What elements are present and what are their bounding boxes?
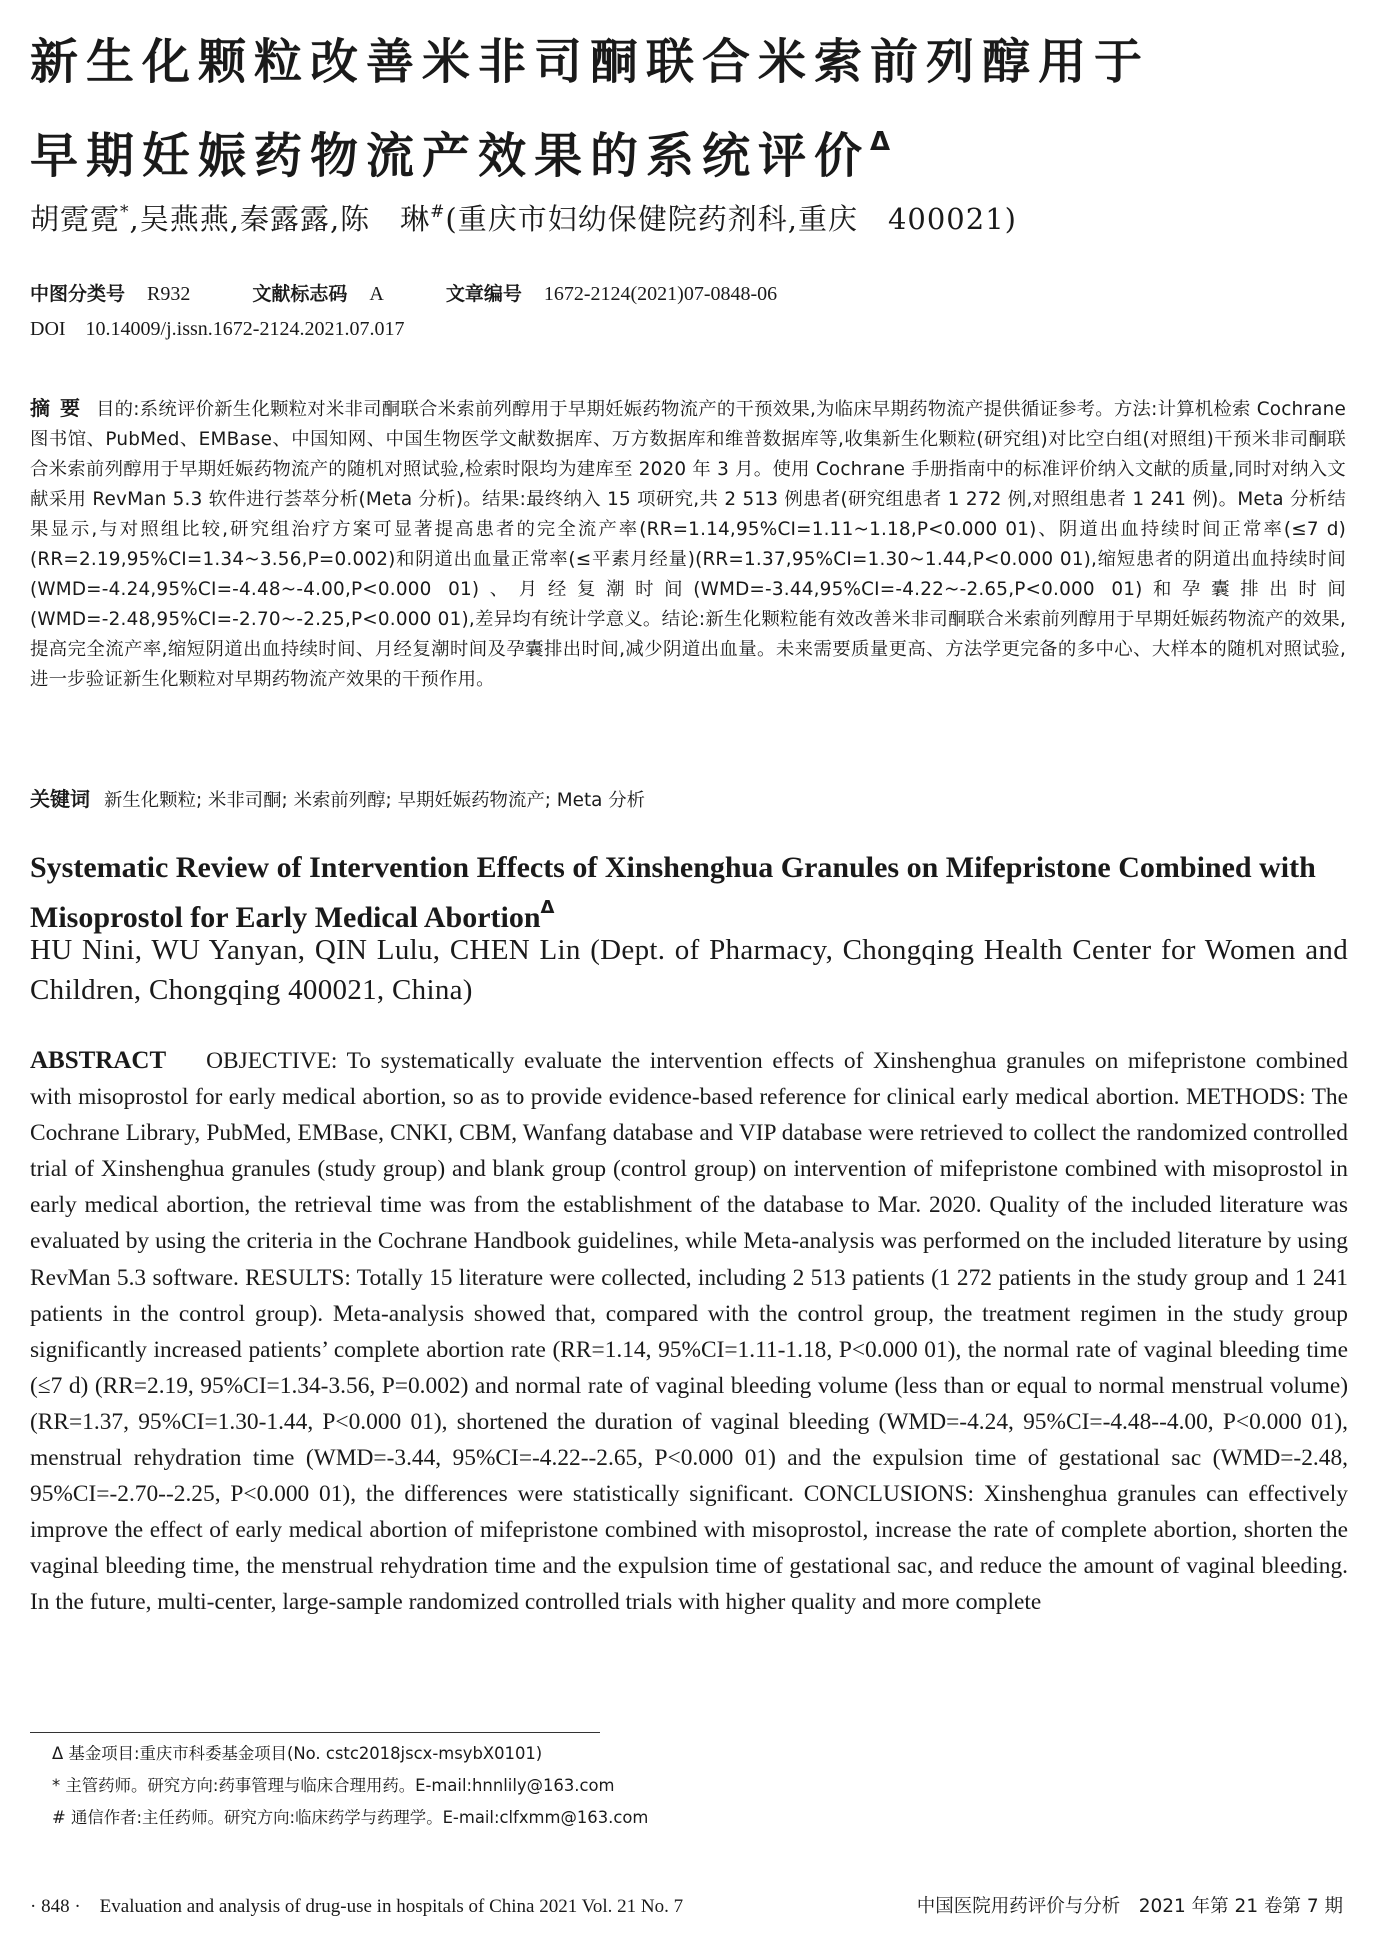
english-abstract xyxy=(30,1043,1348,1621)
doc-code-label: 文献标志码 xyxy=(252,283,348,305)
clc-value: R932 xyxy=(147,283,191,305)
english-authors: HU Nini, WU Yanyan, QIN Lulu, CHEN Lin (Dept. of Pharmacy, Chongqing Health Center for Women and Children, Chongqing 400021, China) xyxy=(30,934,1348,1006)
authors-rest: ,吴燕燕,秦露露,陈 琳 xyxy=(129,202,431,236)
doc-code-value: A xyxy=(369,283,384,305)
english-title-text: Systematic Review of Intervention Effects of Xinshenghua Granules on Mifepristone Combined with Misoprostol for Early Medical Abortion xyxy=(30,851,1316,934)
keywords-cn-text: 新生化颗粒; 米非司酮; 米索前列醇; 早期妊娠药物流产; Meta 分析 xyxy=(104,790,646,811)
footnote-first-author: * 主管药师。研究方向:药事管理与临床合理用药。E-mail:hnnlily@163.com xyxy=(52,1776,615,1795)
abstract-cn-text: 目的:系统评价新生化颗粒对米非司酮联合米索前列醇用于早期妊娠药物流产的干预效果,为临床早期药物流产提供循证参考。方法:计算机检索 Cochrane 图书馆、PubMed、EMBase、中国知网、中国生物医学文献数据库、万方数据库和维普数据库等,收集新生化颗粒(研究组)对比空白组(对照组)干预米非司酮联合米索前列醇用于早期妊娠药物流产的随机对照试验,检索时限均为建库至 2020 年 3 月。使用 Cochrane 手册指南中的标准评价纳入文献的质量,同时对纳入文献采用 RevMan 5.3 软件进行荟萃分析(Meta 分析)。结果:最终纳入 15 项研究,共 2 513 例患者(研究组患者 1 272 例,对照组患者 1 241 例)。Meta 分析结果显示,与对照组比较,研究组治疗方案可显著提高患者的完全流产率(RR=1.14,95%CI=1.11~1.18,P<0.000 01)、阴道出血持续时间正常率(≤7 d)(RR=2.19,95%CI=1.34~3.56,P=0.002)和阴道出血量正常率(≤平素月经量)(RR=1.37,95%CI=1.30~1.44,P<0.000 01),缩短患者的阴道出血持续时间(WMD=-4.24,95%CI=-4.48~-4.00,P<0.000 01)、月经复潮时间(WMD=-3.44,95%CI=-4.22~-2.65,P<0.000 01)和孕囊排出时间(WMD=-2.48,95%CI=-2.70~-2.25,P<0.000 01),差异均有统计学意义。结论:新生化颗粒能有效改善米非司酮联合米索前列醇用于早期妊娠药物流产的效果,提高完全流产率,缩短阴道出血持续时间、月经复潮时间及孕囊排出时间,减少阴道出血量。未来需要质量更高、方法学更完备的多中心、大样本的随机对照试验,进一步验证新生化颗粒对早期药物流产效果的干预作用。 xyxy=(30,399,1346,690)
author-1: 胡霓霓 xyxy=(30,202,121,236)
affiliation-cn: (重庆市妇幼保健院药剂科,重庆 400021) xyxy=(445,202,1017,236)
clc-label: 中图分类号 xyxy=(30,283,126,305)
abstract-en-label: ABSTRACT xyxy=(30,1047,167,1074)
footer-journal-en: · 848 · Evaluation and analysis of drug-use in hospitals of China 2021 Vol. 21 No. 7 xyxy=(30,1896,684,1917)
fund-mark: Δ xyxy=(870,127,891,157)
doi-row xyxy=(30,316,404,342)
english-fund-mark: Δ xyxy=(540,897,555,918)
footer-journal-cn: 中国医院用药评价与分析 2021 年第 21 卷第 7 期 xyxy=(916,1896,1343,1917)
abstract-en-text: OBJECTIVE: To systematically evaluate the intervention effects of Xinshenghua granules on mifepristone combined with misoprostol for early medical abortion, so as to provide evidence-based reference for clinical early medical abortion. METHODS: The Cochrane Library, PubMed, EMBase, CNKI, CBM, Wanfang database and VIP database were retrieved to collect the randomized controlled trial of Xinshenghua granules (study group) and blank group (control group) on intervention of mifepristone combined with misoprostol in early medical abortion, the retrieval time was from the establishment of the database to Mar. 2020. Quality of the included literature was evaluated by using the criteria in the Cochrane Handbook guidelines, while Meta-analysis was performed on the included literature by using RevMan 5.3 software. RESULTS: Totally 15 literature were collected, including 2 513 patients (1 272 patients in the study group and 1 241 patients in the control group). Meta-analysis showed that, compared with the control group, the treatment regimen in the study group significantly increased patients’ complete abortion rate (RR=1.14, 95%CI=1.11-1.18, P<0.000 01), the normal rate of vaginal bleeding time (≤7 d) (RR=2.19, 95%CI=1.34-3.56, P=0.002) and normal rate of vaginal bleeding volume (less than or equal to normal menstrual volume) (RR=1.37, 95%CI=1.30-1.44, P<0.000 01), shortened the duration of vaginal bleeding (WMD=-4.24, 95%CI=-4.48--4.00, P<0.000 01), menstrual rehydration time (WMD=-3.44, 95%CI=-4.22--2.65, P<0.000 01) and the expulsion time of gestational sac (WMD=-2.48, 95%CI=-2.70--2.25, P<0.000 01), the differences were statistically significant. CONCLUSIONS: Xinshenghua granules can effectively improve the effect of early medical abortion of mifepristone combined with misoprostol, increase the rate of complete abortion, shorten the vaginal bleeding time, the menstrual rehydration time and the expulsion time of gestational sac, and reduce the amount of vaginal bleeding. In the future, multi-center, large-sample randomized controlled trials with higher quality and more complete xyxy=(30,1048,1348,1616)
article-number-label: 文章编号 xyxy=(445,283,522,305)
chinese-title-line-2 xyxy=(30,112,1350,186)
footnote-fund: Δ 基金项目:重庆市科委基金项目(No. cstc2018jscx-msybX0101) xyxy=(52,1744,543,1763)
chinese-keywords xyxy=(30,784,1346,816)
abstract-cn-label: 摘要 xyxy=(30,396,91,420)
corresponding-mark: # xyxy=(430,202,446,222)
footnote-divider xyxy=(30,1732,600,1733)
keywords-cn-label: 关键词 xyxy=(30,787,90,811)
english-title xyxy=(30,848,1350,938)
footnote-corresponding-author: # 通信作者:主任药师。研究方向:临床药学与药理学。E-mail:clfxmm@163.com xyxy=(52,1808,649,1827)
chinese-title-line-2-text: 早期妊娠药物流产效果的系统评价 xyxy=(30,128,871,184)
doi: DOI 10.14009/j.issn.1672-2124.2021.07.017 xyxy=(30,318,405,340)
chinese-abstract xyxy=(30,393,1346,695)
classification-row xyxy=(30,281,777,307)
chinese-title-line-1: 新生化颗粒改善米非司酮联合米索前列醇用于 xyxy=(30,34,1151,90)
chinese-authors xyxy=(30,192,1350,239)
article-number-value: 1672-2124(2021)07-0848-06 xyxy=(543,283,778,305)
author-star-mark: * xyxy=(120,202,130,222)
